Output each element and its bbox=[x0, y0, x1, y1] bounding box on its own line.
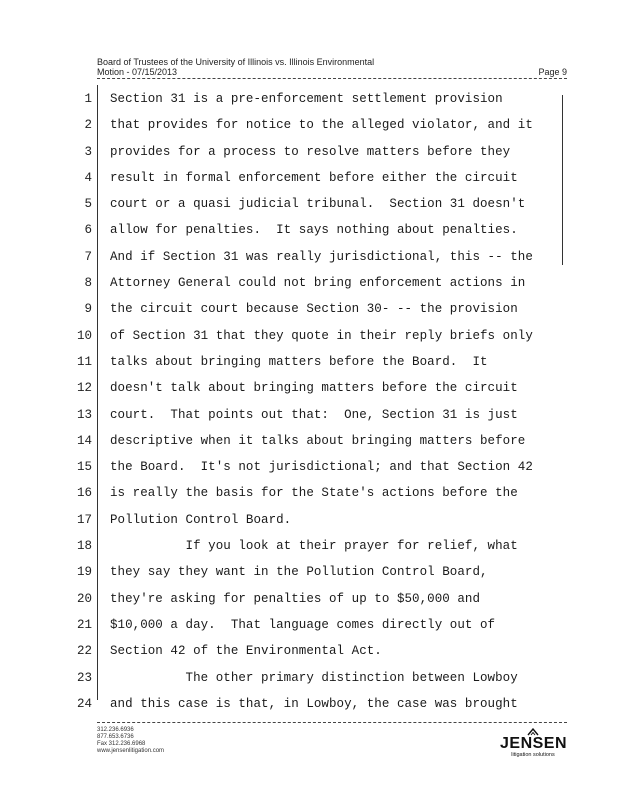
transcript-line bbox=[0, 638, 621, 664]
line-number: 7 bbox=[84, 249, 92, 264]
transcript-line bbox=[0, 586, 621, 612]
line-text: provides for a process to resolve matters before they bbox=[110, 144, 511, 159]
line-number: 18 bbox=[76, 539, 92, 554]
footer-website: www.jensenlitigation.com bbox=[97, 748, 165, 754]
transcript-line bbox=[0, 165, 621, 191]
transcript-line bbox=[0, 191, 621, 217]
line-number: 3 bbox=[84, 144, 92, 159]
line-text: The other primary distinction between Lowboy bbox=[110, 670, 518, 685]
transcript-line bbox=[0, 323, 621, 349]
transcript-line bbox=[0, 86, 621, 112]
footer-phone-2: 877.653.6736 bbox=[97, 734, 134, 740]
transcript-line bbox=[0, 612, 621, 638]
line-number: 9 bbox=[84, 302, 92, 317]
transcript-line bbox=[0, 533, 621, 559]
transcript-line bbox=[0, 139, 621, 165]
transcript-line bbox=[0, 480, 621, 506]
transcript-line bbox=[0, 454, 621, 480]
transcript-line bbox=[0, 217, 621, 243]
line-number: 23 bbox=[76, 670, 92, 685]
line-text: Section 42 of the Environmental Act. bbox=[110, 644, 382, 659]
line-number: 14 bbox=[76, 433, 92, 448]
case-title: Board of Trustees of the University of Illinois vs. Illinois Environmental bbox=[97, 57, 375, 67]
transcript-body bbox=[0, 86, 621, 717]
transcript-line bbox=[0, 507, 621, 533]
footer-fax: Fax 312.236.6968 bbox=[97, 741, 146, 747]
footer-divider bbox=[97, 722, 567, 723]
line-text: and this case is that, in Lowboy, the case was brought bbox=[110, 696, 518, 711]
line-number: 20 bbox=[76, 591, 92, 606]
footer-phone-1: 312.236.6936 bbox=[97, 727, 134, 733]
line-text: is really the basis for the State's actions before the bbox=[110, 486, 518, 501]
line-text: result in formal enforcement before either the circuit bbox=[110, 170, 518, 185]
line-text: the Board. It's not jurisdictional; and that Section 42 bbox=[110, 460, 533, 475]
transcript-line bbox=[0, 559, 621, 585]
transcript-line bbox=[0, 296, 621, 322]
line-text: they say they want in the Pollution Control Board, bbox=[110, 565, 488, 580]
line-number: 22 bbox=[76, 644, 92, 659]
line-text: court. That points out that: One, Section 31 is just bbox=[110, 407, 518, 422]
line-text: If you look at their prayer for relief, what bbox=[110, 539, 518, 554]
transcript-line bbox=[0, 112, 621, 138]
transcript-line bbox=[0, 244, 621, 270]
line-text: Attorney General could not bring enforcement actions in bbox=[110, 276, 526, 291]
line-text: of Section 31 that they quote in their reply briefs only bbox=[110, 328, 533, 343]
header-divider bbox=[97, 78, 567, 79]
transcript-line bbox=[0, 691, 621, 717]
transcript-line bbox=[0, 270, 621, 296]
page-number: Page 9 bbox=[538, 67, 567, 77]
line-text: that provides for notice to the alleged violator, and it bbox=[110, 118, 533, 133]
line-number: 15 bbox=[76, 460, 92, 475]
line-number: 13 bbox=[76, 407, 92, 422]
line-number: 21 bbox=[76, 617, 92, 632]
line-number: 1 bbox=[84, 92, 92, 106]
line-text: Section 31 is a pre-enforcement settlement provision bbox=[110, 92, 503, 106]
line-text: $10,000 a day. That language comes directly out of bbox=[110, 617, 496, 632]
line-number: 10 bbox=[76, 328, 92, 343]
line-number: 4 bbox=[84, 170, 92, 185]
logo-name: JENSEN bbox=[500, 735, 568, 752]
page-header bbox=[97, 57, 567, 77]
footer-contact bbox=[97, 727, 164, 755]
line-number: 24 bbox=[76, 696, 92, 711]
line-text: talks about bringing matters before the Board. It bbox=[110, 354, 488, 369]
line-text: And if Section 31 was really jurisdictional, this -- the bbox=[110, 249, 533, 264]
motion-date: Motion - 07/15/2013 bbox=[97, 67, 178, 77]
transcript-line bbox=[0, 349, 621, 375]
jensen-logo bbox=[500, 728, 566, 758]
logo-tagline: litigation solutions bbox=[511, 752, 555, 758]
line-number: 19 bbox=[76, 565, 92, 580]
line-number: 12 bbox=[76, 381, 92, 396]
line-number: 6 bbox=[84, 223, 92, 238]
line-number: 16 bbox=[76, 486, 92, 501]
line-number: 17 bbox=[76, 512, 92, 527]
line-text: the circuit court because Section 30- -- the provision bbox=[110, 302, 518, 317]
line-text: doesn't talk about bringing matters before the circuit bbox=[110, 381, 518, 396]
transcript-line bbox=[0, 375, 621, 401]
line-text: descriptive when it talks about bringing matters before bbox=[110, 433, 526, 448]
line-text: court or a quasi judicial tribunal. Section 31 doesn't bbox=[110, 197, 526, 212]
transcript-line bbox=[0, 428, 621, 454]
line-text: allow for penalties. It says nothing about penalties. bbox=[110, 223, 518, 238]
line-text: Pollution Control Board. bbox=[110, 512, 292, 527]
line-number: 2 bbox=[84, 118, 92, 133]
line-number: 8 bbox=[84, 276, 92, 291]
transcript-line bbox=[0, 665, 621, 691]
line-text: they're asking for penalties of up to $50,000 and bbox=[110, 591, 481, 606]
line-number: 5 bbox=[84, 197, 92, 212]
transcript-line bbox=[0, 402, 621, 428]
line-number: 11 bbox=[76, 354, 92, 369]
